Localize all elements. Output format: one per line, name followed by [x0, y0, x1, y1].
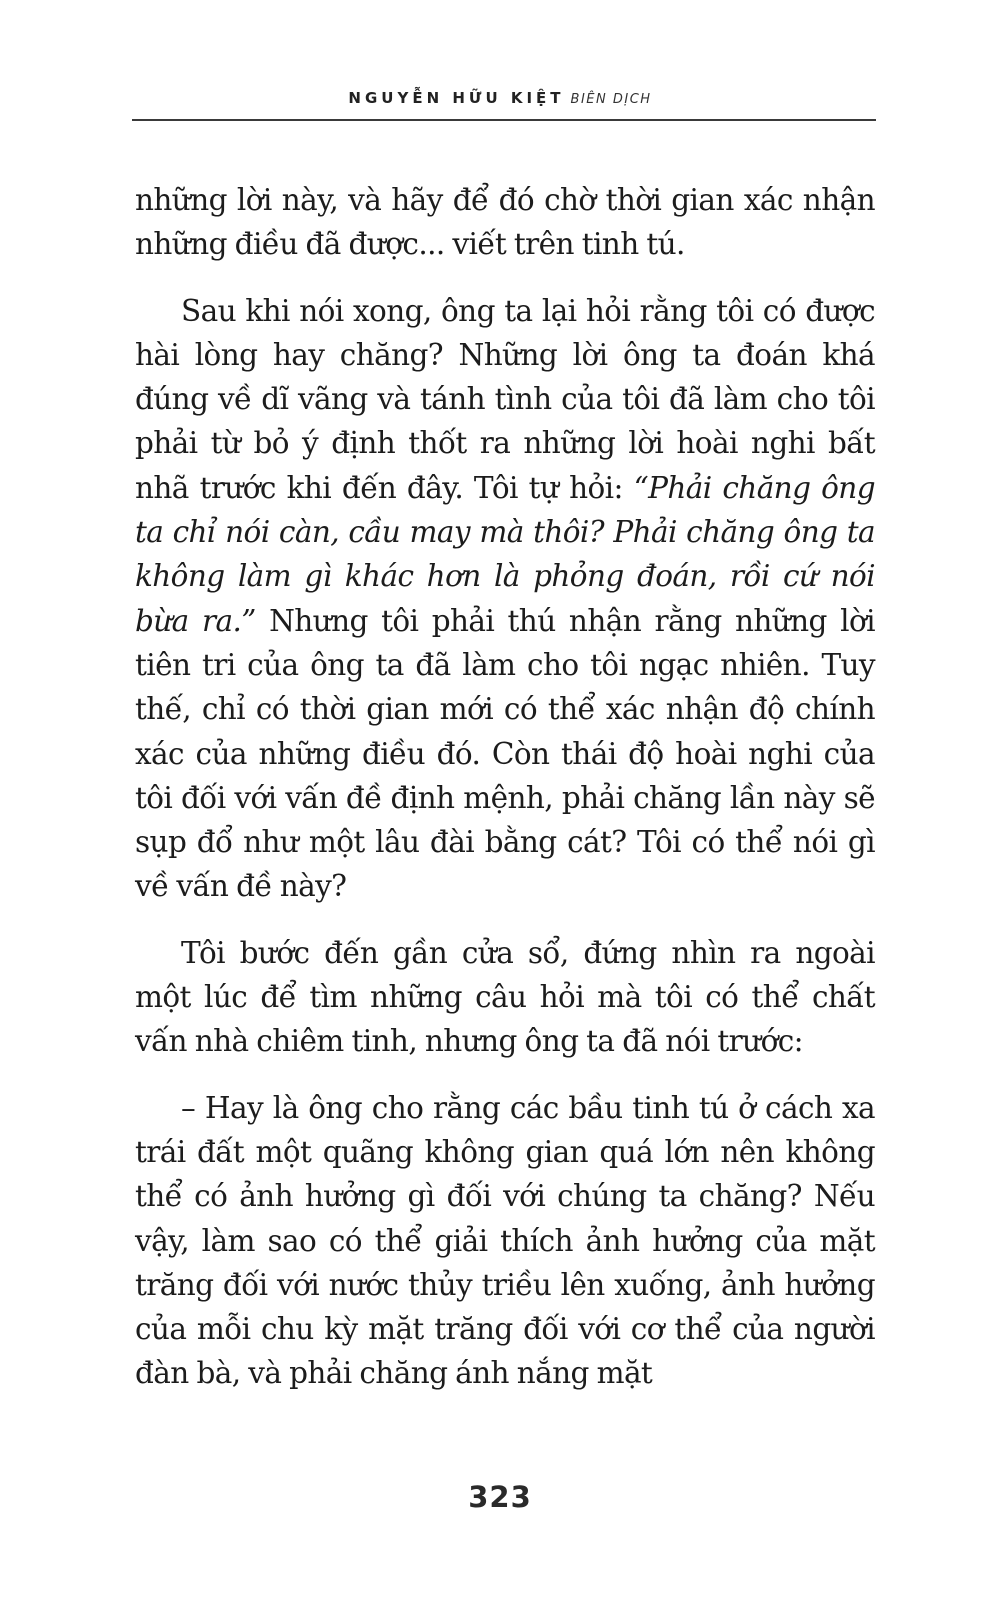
paragraph-continuation: những lời này, và hãy để đó chờ thời gian xác nhận những điều đã được... viết trên tinh tú.: [135, 183, 875, 262]
header-author: NGUYỄN HỮU KIỆT: [348, 89, 565, 107]
paragraph-dialogue: – Hay là ông cho rằng các bầu tinh tú ở cách xa trái đất một quãng không gian quá lớn nên không thể có ảnh hưởng gì đối với chúng ta chăng? Nếu vậy, làm sao có thể giải thích ảnh hưởng của mặt trăng đối với nước thủy triều lên xuống, ảnh hưởng của mỗi chu kỳ mặt trăng đối với cơ thể của người đàn bà, và phải chăng ánh nắng mặt: [135, 1090, 875, 1391]
paragraph: Tôi bước đến gần cửa sổ, đứng nhìn ra ngoài một lúc để tìm những câu hỏi mà tôi có thể chất vấn nhà chiêm tinh, nhưng ông ta đã nói trước:: [135, 935, 875, 1059]
paragraph: [135, 289, 875, 909]
header-role: BIÊN DỊCH: [570, 92, 652, 107]
paragraph-text: Sau khi nói xong, ông ta lại hỏi rằng tôi có được hài lòng hay chăng? Những lời ông ta đoán khá đúng về dĩ vãng và tánh tình của tôi đã làm cho tôi phải từ bỏ ý định thốt ra những lời hoài nghi bất nhã trước khi đến đây. Tôi tự hỏi:: [135, 293, 875, 505]
header-rule: [132, 119, 876, 121]
paragraph-text: Nhưng tôi phải thú nhận rằng những lời tiên tri của ông ta đã làm cho tôi ngạc nhiên. Tuy thế, chỉ có thời gian mới có thể xác nhận độ chính xác của những điều đó. Còn thái độ hoài nghi của tôi đối với vấn đề định mệnh, phải chăng lần này sẽ sụp đổ như một lâu đài bằng cát? Tôi có thể nói gì về vấn đề này?: [135, 603, 876, 904]
page-number: 323: [468, 1480, 532, 1514]
italic-quote: “Phải chăng ông ta chỉ nói càn, cầu may mà thôi? Phải chăng ông ta không làm gì khác hơn là phỏng đoán, rồi cứ nói bừa ra.”: [135, 470, 875, 638]
running-header: [0, 88, 1000, 110]
body-text: [135, 178, 875, 1418]
